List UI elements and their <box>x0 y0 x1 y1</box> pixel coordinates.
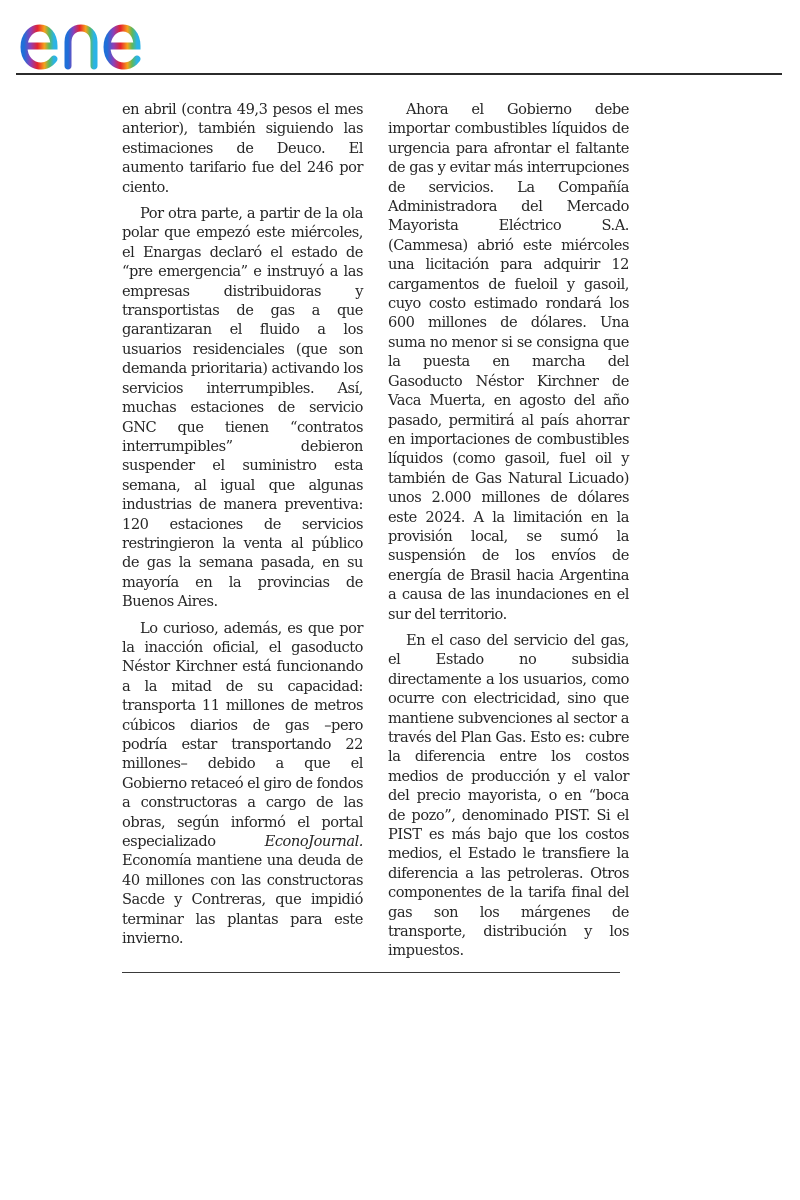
article-body <box>122 100 629 960</box>
source-name: EconoJournal. <box>264 833 363 851</box>
footer-divider <box>122 972 620 973</box>
paragraph: Por otra parte, a partir de la ola polar que empezó este miércoles, el Enargas declaró el estado de “pre emergencia” e instruyó a las empresas distribuidoras y transportistas de gas a que garantizaran el fluido a los usuarios residenciales (que son demanda prioritaria) activando los servicios interrumpibles. Así, muchas estaciones de servicio GNC que tienen “contratos interrumpibles” debieron suspender el suministro esta semana, al igual que algunas industrias de manera preventiva: 120 estaciones de servicios restringieron la venta al público de gas la semana pasada, en su mayoría en la provincias de Buenos Aires. <box>122 205 363 611</box>
enel-logo-mark <box>16 6 182 72</box>
paragraph: En el caso del servicio del gas, el Estado no subsidia directamente a los usuarios, como ocurre con electricidad, sino que mantiene subvenciones al sector a través del Plan Gas. Esto es: cubre la diferencia entre los costos medios de producción y el valor del precio mayorista, o en “boca de pozo”, denominado PIST. Si el PIST es más bajo que los costos medios, el Estado le transfiere la diferencia a las petroleras. Otros componentes de la tarifa final del gas son los márgenes de transporte, distribución y los impuestos. <box>388 631 629 960</box>
enel-logo <box>16 6 182 72</box>
paragraph: en abril (contra 49,3 pesos el mes anterior), también siguiendo las estimaciones de Deuco. El aumento tarifario fue del 246 por ciento. <box>122 101 363 196</box>
left-column <box>122 100 363 955</box>
paragraph: Ahora el Gobierno debe importar combustibles líquidos de urgencia para afrontar el faltante de gas y evitar más interrupciones de servicios. La Compañía Administradora del Mercado Mayorista Eléctrico S.A. (Cammesa) abrió este miércoles una licitación para adquirir 12 cargamentos de fueloil y gasoil, cuyo costo estimado rondará los 600 millones de dólares. Una suma no menor si se consigna que la puesta en marcha del Gasoducto Néstor Kirchner de Vaca Muerta, en agosto del año pasado, permitirá al país ahorrar en importaciones de combustibles líquidos (como gasoil, fuel oil y también de Gas Natural Licuado) unos 2.000 millones de dólares este 2024. A la limitación en la provisión local, se sumó la suspensión de los envíos de energía de Brasil hacia Argentina a causa de las inundaciones en el sur del territorio. <box>388 101 629 623</box>
paragraph-text: Economía mantiene una deuda de 40 millones con las constructoras Sacde y Contreras, que impidió terminar las plantas para este invierno. <box>122 852 363 948</box>
paragraph <box>122 619 363 949</box>
paragraph-text: Lo curioso, además, es que por la inacción oficial, el gasoducto Néstor Kirchner está funcionando a la mitad de su capacidad: transporta 11 millones de metros cúbicos diarios de gas –pero podría estar transportando 22 millones– debido a que el Gobierno retaceó el giro de fondos a constructoras a cargo de las obras, según informó el portal especializado <box>122 619 363 851</box>
right-column <box>388 100 629 968</box>
header-divider <box>16 73 782 75</box>
